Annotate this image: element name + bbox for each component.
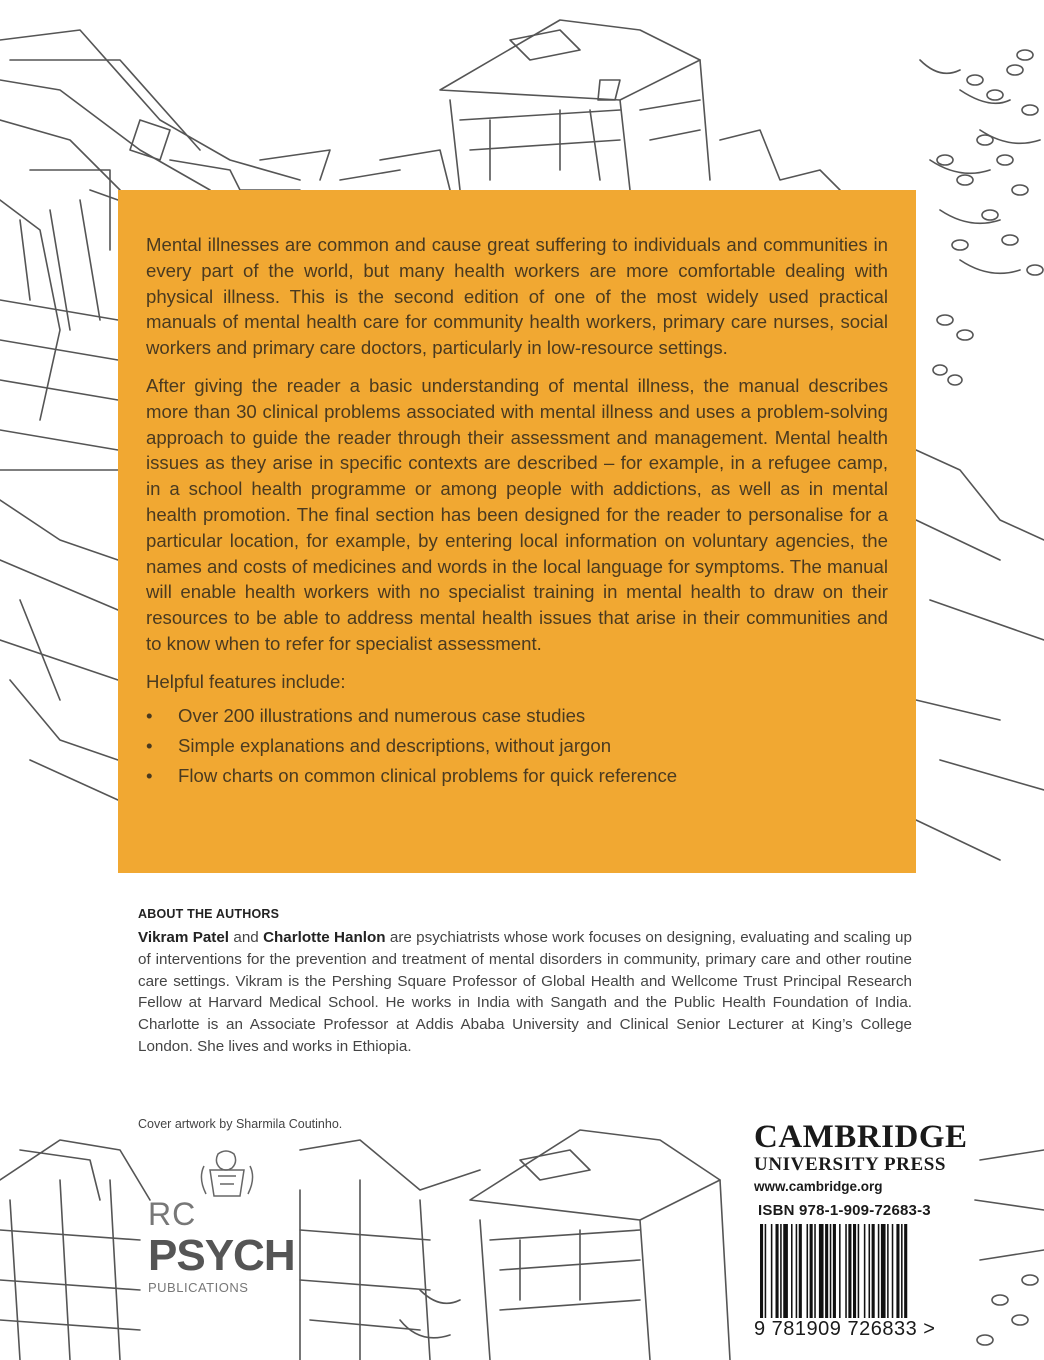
list-item	[146, 701, 888, 731]
barcode-bar	[810, 1224, 813, 1318]
barcode-bar	[776, 1224, 779, 1318]
bullet-icon: •	[146, 734, 153, 756]
barcode-bar	[845, 1224, 847, 1318]
barcode-bar	[872, 1224, 875, 1318]
authors-and: and	[233, 929, 259, 946]
author-name-2: Charlotte Hanlon	[263, 929, 386, 946]
blurb-panel	[118, 190, 916, 873]
publisher-subname: UNIVERSITY PRESS	[754, 1154, 947, 1175]
publisher-url: www.cambridge.org	[754, 1179, 883, 1194]
barcode-bar	[760, 1224, 763, 1318]
rcpsych-line3: PUBLICATIONS	[148, 1280, 249, 1295]
barcode-bar	[771, 1224, 773, 1318]
isbn-barcode	[752, 1198, 968, 1358]
authors-bio-text: are psychiatrists whose work focuses on designing, evaluating and scaling up of interventions for the prevention and treatment of mental disorders in community, primary care and other routine care settings. Vikram is the Pershing Square Professor of Global Health and Wellcome Trust Principal Research Fellow at Harvard Medical School. He works in India with Sangath and the Public Health Foundation of India. Charlotte is an Associate Professor at Addis Ababa University and Clinical Senior Lecturer at King’s College London. She lives and works in Ethiopia.	[138, 929, 912, 1055]
feature-list	[146, 701, 888, 791]
barcode-bar	[878, 1224, 880, 1318]
blurb-paragraph-2: After giving the reader a basic understanding of mental illness, the manual describes more than 30 clinical problems associated with mental illness and uses a problem-solving approach to guide the reader through their assessment and management. Mental health issues as they arise in specific contexts are described – for example, in a refugee camp, in a school health programme or among people with addictions, as well as in mental health promotion. The final section has been designed for the reader to personalise for a particular location, for example, by entering local information on voluntary agencies, the names and costs of medicines and words in the local language for symptoms. The manual will enable health workers with no specialist training in mental health to draw on their resources to be able to address mental health issues that arise in their communities and to know when to refer for specialist assessment.	[146, 374, 888, 654]
feature-text: Flow charts on common clinical problems for quick reference	[178, 764, 678, 786]
publisher-name: CAMBRIDGE	[754, 1119, 968, 1155]
barcode-digits: 9 781909 726833 >	[754, 1318, 936, 1340]
barcode-bar	[858, 1224, 860, 1318]
list-item	[146, 761, 888, 791]
isbn-label: ISBN 978-1-909-72683-3	[758, 1202, 931, 1219]
feature-text: Over 200 illustrations and numerous case studies	[178, 704, 586, 726]
barcode-bar	[904, 1224, 907, 1318]
bullet-icon: •	[146, 704, 153, 726]
barcode-bar	[814, 1224, 816, 1318]
barcode-bar	[869, 1224, 871, 1318]
barcode-bar	[839, 1224, 841, 1318]
barcode-bar	[765, 1224, 767, 1318]
feature-text: Simple explanations and descriptions, without jargon	[178, 734, 612, 756]
barcode-bar	[896, 1224, 899, 1318]
cover-credit: Cover artwork by Sharmila Coutinho.	[138, 1117, 343, 1131]
barcode-bar	[825, 1224, 828, 1318]
authors-heading: ABOUT THE AUTHORS	[138, 907, 280, 921]
barcode-bar	[830, 1224, 832, 1318]
barcode-bar	[833, 1224, 836, 1318]
rcpsych-line2: PSYCH	[148, 1231, 295, 1280]
barcode-bar	[799, 1224, 802, 1318]
barcode-bar	[892, 1224, 894, 1318]
author-name-1: Vikram Patel	[138, 929, 230, 946]
barcode-bar	[819, 1224, 824, 1318]
barcode-bar	[853, 1224, 856, 1318]
barcode-bar	[780, 1224, 782, 1318]
barcode-bar	[864, 1224, 866, 1318]
features-intro: Helpful features include:	[146, 670, 346, 692]
rcpsych-logo	[148, 1148, 298, 1338]
rcpsych-line1: RC	[148, 1196, 197, 1232]
barcode-bar	[807, 1224, 809, 1318]
authors-bio	[138, 927, 912, 1058]
barcode-icon	[758, 1224, 962, 1320]
barcode-bar	[881, 1224, 886, 1318]
blurb-paragraph-1: Mental illnesses are common and cause great suffering to individuals and communities in every part of the world, but many health workers are more comfortable dealing with physical illness. This is the second edition of one of the most widely used practical manuals of mental health care for community health workers, primary care nurses, social workers and primary care doctors, particularly in low-resource settings.	[146, 234, 888, 359]
bullet-icon: •	[146, 764, 153, 786]
crest-icon	[148, 1148, 298, 1198]
publisher-block	[754, 1120, 968, 1194]
barcode-bar	[791, 1224, 793, 1318]
barcode-bar	[783, 1224, 788, 1318]
barcode-bar	[796, 1224, 798, 1318]
barcode-bar	[887, 1224, 889, 1318]
barcode-bar	[901, 1224, 903, 1318]
barcode-bar	[848, 1224, 851, 1318]
about-authors	[138, 907, 912, 1058]
list-item	[146, 731, 888, 761]
